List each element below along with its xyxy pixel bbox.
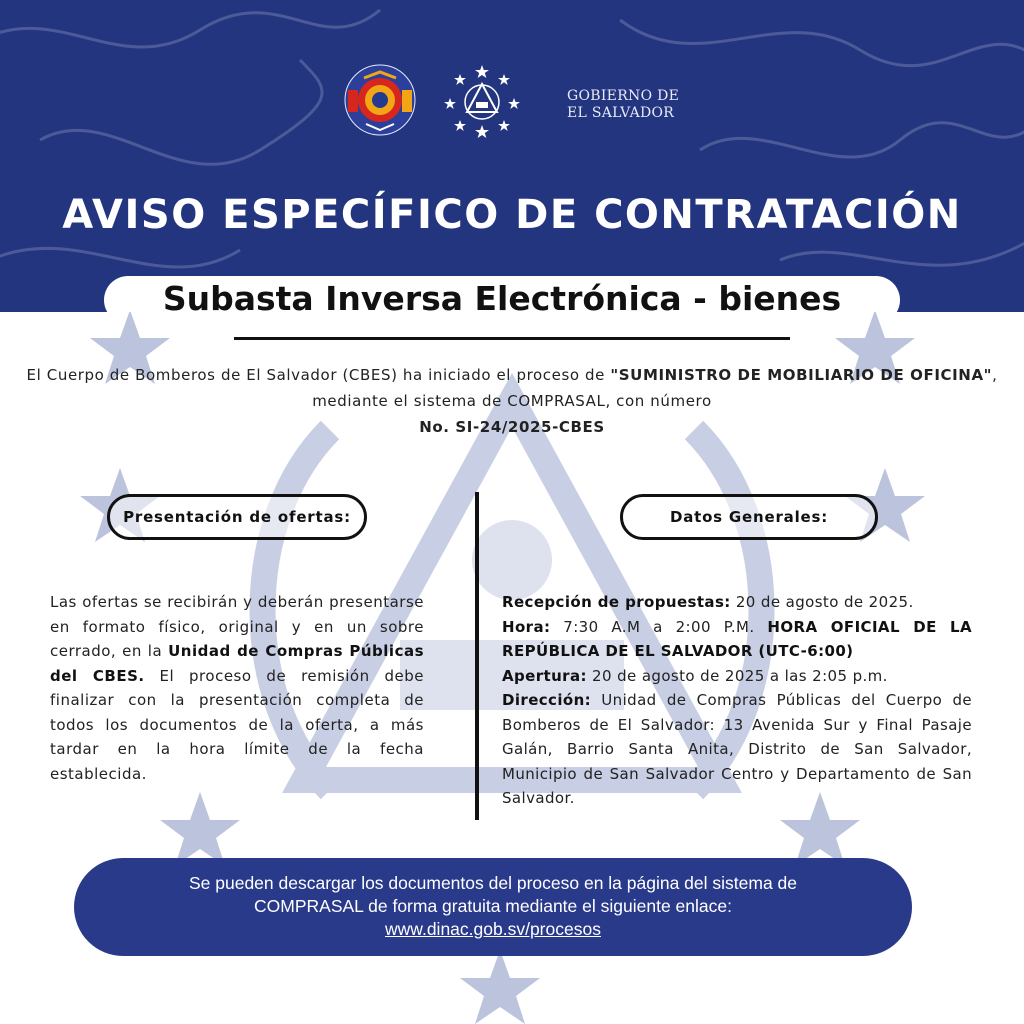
el-salvador-coat-of-arms-icon bbox=[444, 62, 520, 138]
direccion-label: Dirección: bbox=[502, 691, 592, 709]
hora-oficial: HORA OFICIAL DE LA REPÚBLICA DE EL SALVADOR (UTC-6:00) bbox=[502, 617, 972, 660]
logo-row bbox=[0, 62, 1024, 138]
subtitle: Subasta Inversa Electrónica - bienes bbox=[162, 279, 842, 318]
apertura-value: 20 de agosto de 2025 a las 2:05 p.m. bbox=[586, 666, 888, 685]
intro-text-1: El Cuerpo de Bomberos de El Salvador (CBES) ha iniciado el proceso de bbox=[26, 366, 611, 384]
direccion-value: Unidad de Compras Públicas del Cuerpo de Bomberos de El Salvador: 13 Avenida Sur y Final Pasaje Galán, Barrio Santa Anita, Distrito de San Salvador, Municipio de San Salvador Centro y Departamento de San Salvador. bbox=[502, 691, 972, 807]
presentacion-text-2: El proceso de remisión debe finalizar con la presentación completa de todos los documentos de la oferta, a más tardar en la hora límite de la fecha establecida. bbox=[50, 666, 424, 783]
hora-line bbox=[502, 615, 972, 664]
recepcion-line bbox=[502, 590, 972, 615]
intro-paragraph bbox=[22, 362, 1002, 440]
gobierno-wordmark bbox=[567, 88, 679, 122]
recepcion-label: Recepción de propuestas: bbox=[502, 593, 731, 611]
download-link[interactable]: www.dinac.gob.sv/procesos bbox=[385, 919, 601, 939]
header-background-pattern bbox=[0, 0, 1024, 312]
gobierno-line-2: EL SALVADOR bbox=[567, 105, 675, 121]
datos-generales-text bbox=[502, 590, 972, 811]
column-divider bbox=[475, 492, 479, 820]
intro-text-2: , mediante el sistema de COMPRASAL, con número bbox=[312, 366, 998, 410]
footer-line-1: Se pueden descargar los documentos del proceso en la página del sistema de bbox=[188, 873, 798, 893]
header-banner bbox=[0, 0, 1024, 312]
footer-text bbox=[74, 872, 912, 941]
presentacion-highlight: Unidad de Compras Públicas del CBES. bbox=[50, 642, 425, 685]
cbes-emblem-icon bbox=[344, 64, 416, 136]
direccion-line bbox=[502, 688, 972, 811]
datos-generales-header: Datos Generales: bbox=[620, 494, 878, 540]
apertura-label: Apertura: bbox=[502, 666, 587, 685]
presentacion-text-1: Las ofertas se recibirán y deberán presentarse en formato físico, original y en un sobre cerrado, en la bbox=[50, 593, 424, 660]
hora-label: Hora: bbox=[502, 617, 551, 636]
process-name: "SUMINISTRO DE MOBILIARIO DE OFICINA" bbox=[610, 366, 993, 384]
footer-line-2: COMPRASAL de forma gratuita mediante el siguiente enlace: bbox=[254, 896, 732, 916]
page-title: AVISO ESPECÍFICO DE CONTRATACIÓN bbox=[62, 192, 962, 238]
hora-value: 7:30 A.M a 2:00 P.M. bbox=[550, 617, 768, 636]
apertura-line bbox=[502, 664, 972, 689]
presentacion-header: Presentación de ofertas: bbox=[107, 494, 367, 540]
gobierno-line-1: GOBIERNO DE bbox=[567, 88, 680, 104]
process-number: No. SI-24/2025-CBES bbox=[419, 418, 605, 436]
presentacion-text bbox=[50, 590, 424, 786]
recepcion-value: 20 de agosto de 2025. bbox=[730, 593, 914, 611]
